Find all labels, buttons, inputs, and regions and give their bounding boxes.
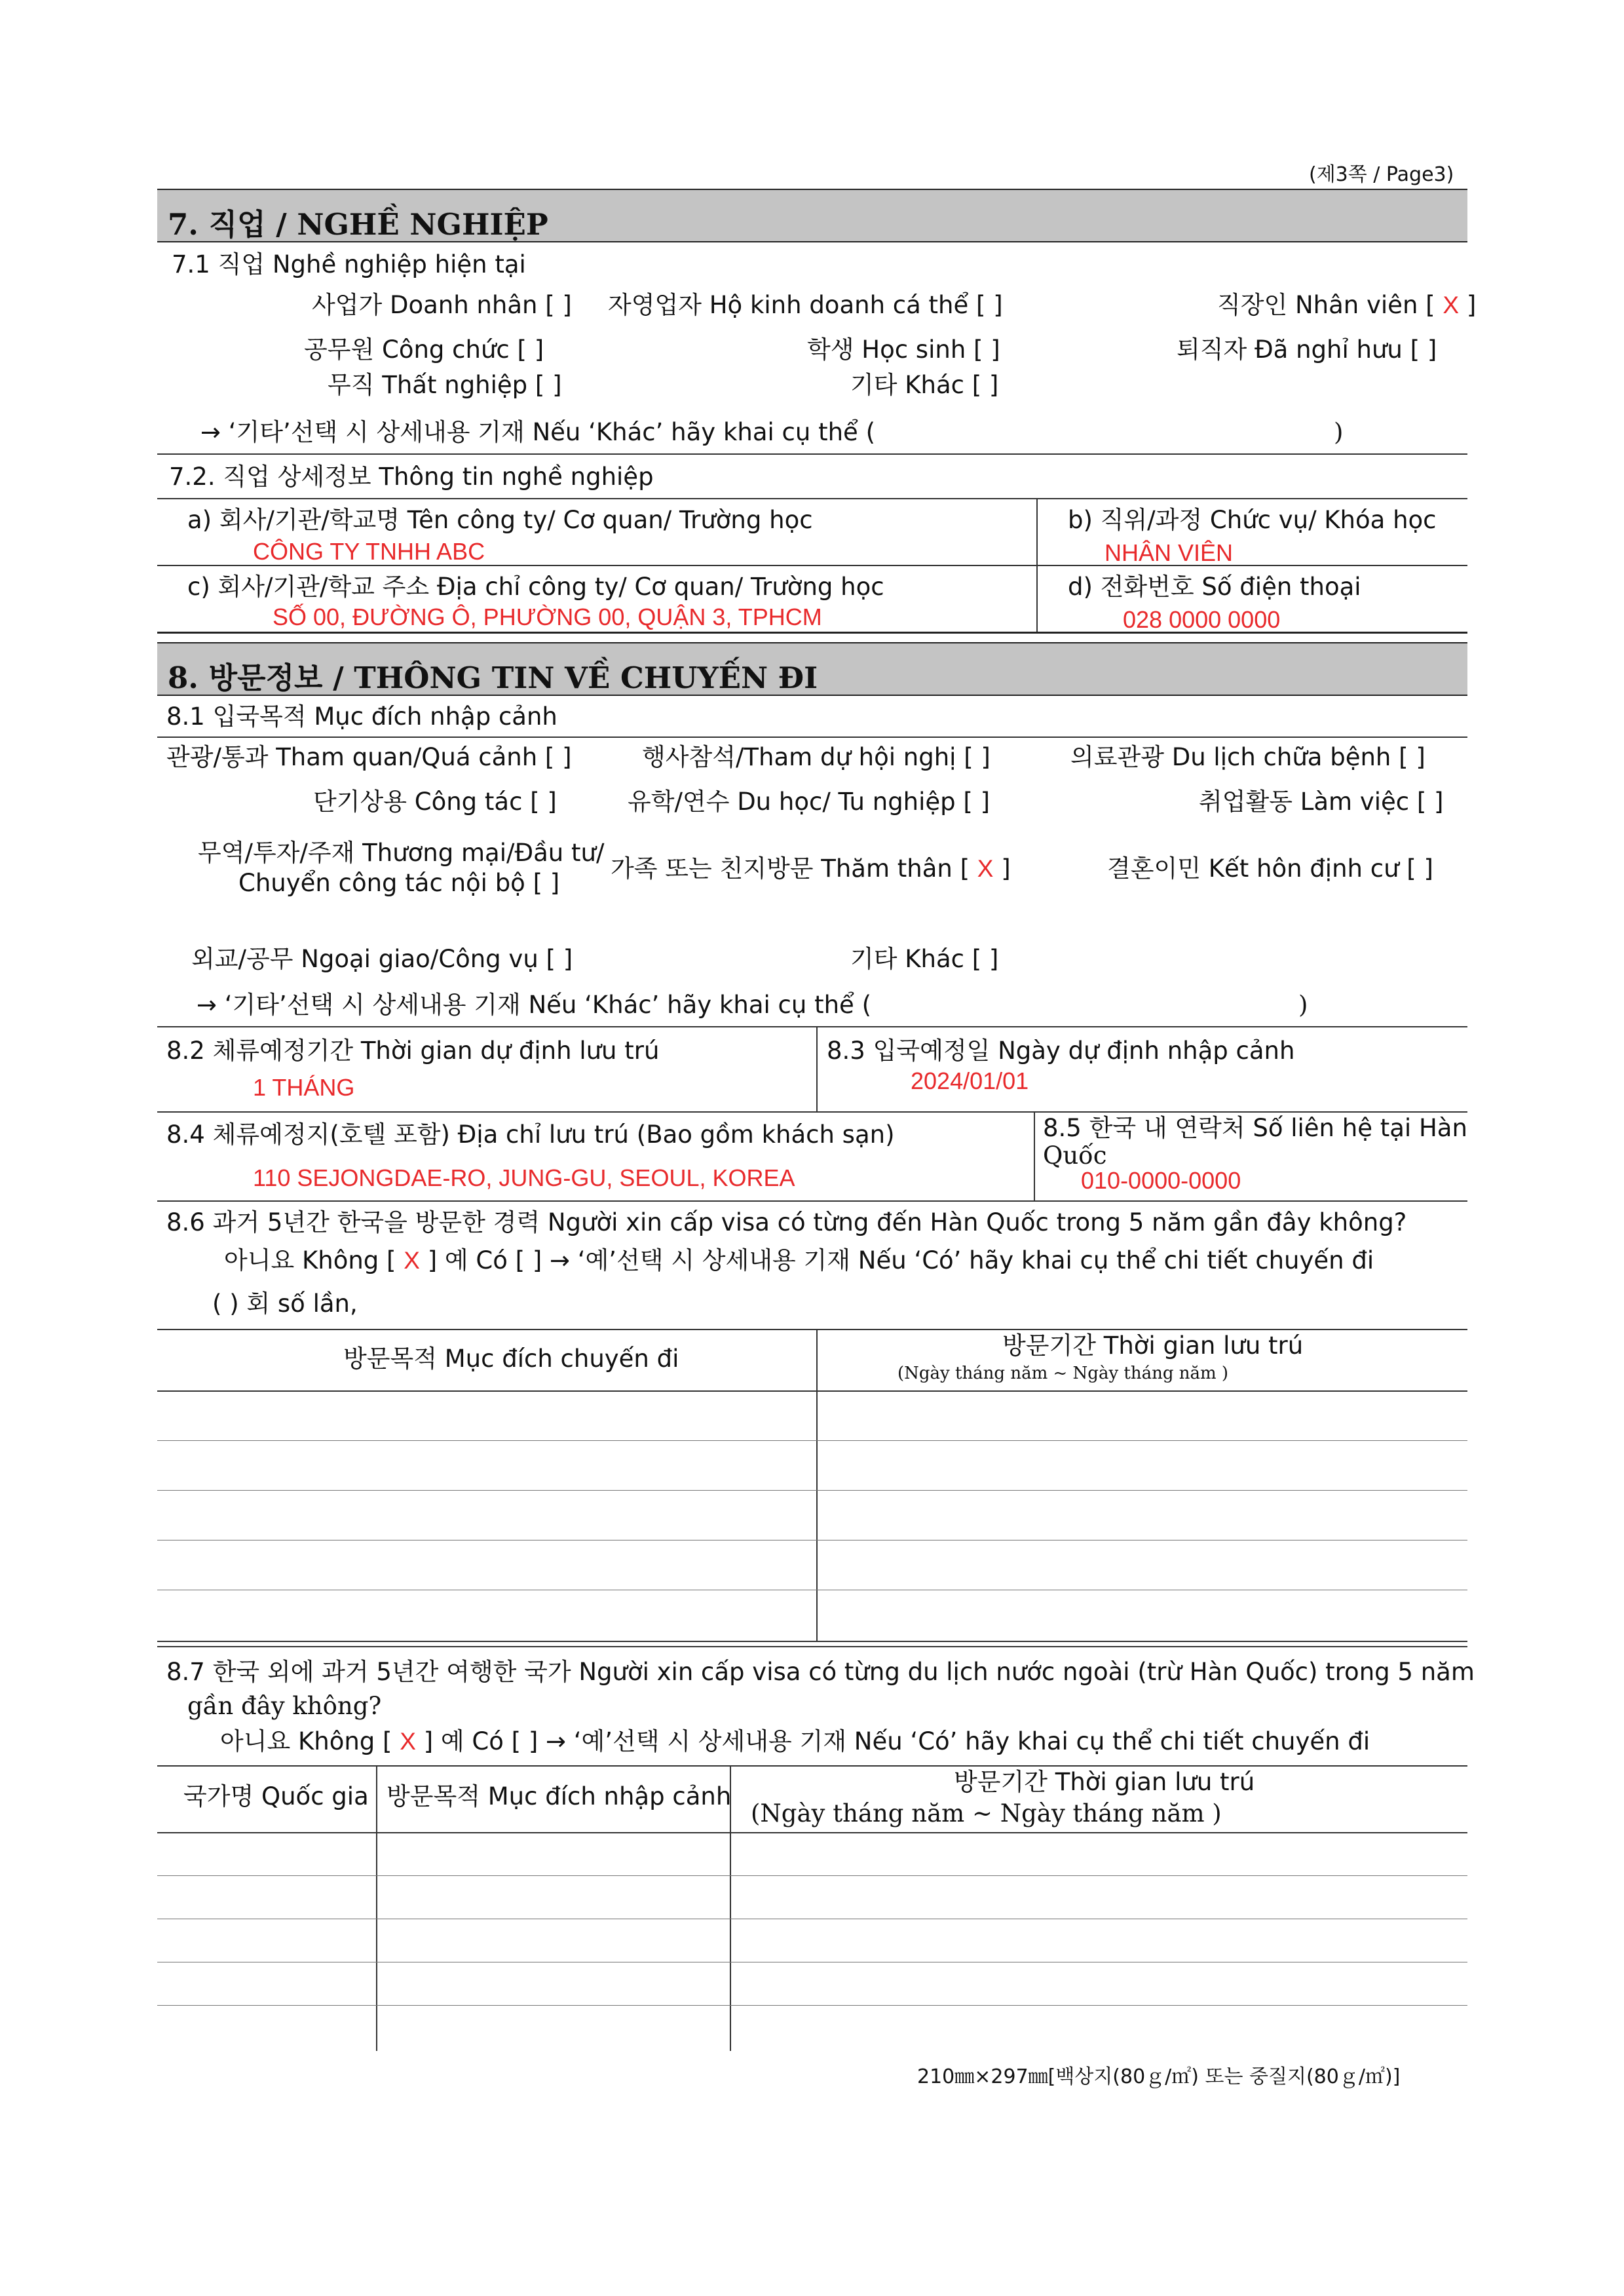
q71-label: 7.1 직업 Nghề nghiệp hiện tại xyxy=(172,250,526,278)
q82-label: 8.2 체류예정기간 Thời gian dự định lưu trú xyxy=(166,1037,660,1065)
purpose-medical: 의료관광 Du lịch chữa bệnh [ ] xyxy=(1070,743,1426,771)
q85-value: 010-0000-0000 xyxy=(1081,1167,1241,1194)
company-address-value: SỐ 00, ĐƯỜNG Ô, PHƯỜNG 00, QUẬN 3, TPHCM xyxy=(273,603,822,630)
phone-value: 028 0000 0000 xyxy=(1123,606,1281,633)
section-8-header xyxy=(157,642,1467,696)
divider xyxy=(376,1765,377,2051)
section-8-title: 8. 방문정보 / THÔNG TIN VỀ CHUYẾN ĐI xyxy=(168,660,818,695)
opt-student: 학생 Học sinh [ ] xyxy=(807,335,1000,364)
opt-other: 기타 Khác [ ] xyxy=(850,371,999,399)
q87-answer: 아니요 Không [ X ] 예 Có [ ] → ‘예’선택 시 상세내용 기재 Nếu ‘Có’ hãy khai cụ thể chi tiết chuyến đi xyxy=(220,1727,1370,1755)
opt-selfemployed: 자영업자 Hộ kinh doanh cá thể [ ] xyxy=(608,291,1003,319)
t86-col-purpose: 방문목적 Mục đích chuyến đi xyxy=(343,1345,679,1373)
purpose-marriage: 결혼이민 Kết hôn định cư [ ] xyxy=(1107,854,1433,883)
q84-value: 110 SEJONGDAE-RO, JUNG-GU, SEOUL, KOREA xyxy=(253,1164,795,1191)
purpose-business: 단기상용 Công tác [ ] xyxy=(313,788,557,816)
q85-label-line2: Quốc xyxy=(1043,1141,1107,1170)
occupation-other-note: → ‘기타’선택 시 상세내용 기재 Nếu ‘Khác’ hãy khai cụ thể ( xyxy=(200,418,876,446)
q72-label: 7.2. 직업 상세정보 Thông tin nghề nghiệp xyxy=(169,463,654,491)
t86-col-period-sub: (Ngày tháng năm ~ Ngày tháng năm ) xyxy=(897,1364,1229,1383)
q87-question-line2: gần đây không? xyxy=(187,1692,382,1720)
t87-col-country: 국가명 Quốc gia xyxy=(183,1782,369,1810)
divider xyxy=(157,1200,1467,1202)
opt-business: 사업가 Doanh nhân [ ] xyxy=(312,291,572,319)
table-row-line xyxy=(157,1490,1467,1491)
position-value: NHÂN VIÊN xyxy=(1105,539,1234,566)
t86-col-period: 방문기간 Thời gian lưu trú xyxy=(1002,1331,1304,1360)
company-name-label: a) 회사/기관/학교명 Tên công ty/ Cơ quan/ Trường học xyxy=(187,506,813,534)
purpose-other: 기타 Khác [ ] xyxy=(850,945,999,973)
q81-label: 8.1 입국목적 Mục đích nhập cảnh xyxy=(166,702,557,731)
purpose-other-note: → ‘기타’선택 시 상세내용 기재 Nếu ‘Khác’ hãy khai cụ thể ( xyxy=(197,991,872,1019)
opt-retired: 퇴직자 Đã nghỉ hưu [ ] xyxy=(1177,335,1437,364)
phone-label: d) 전화번호 Số điện thoại xyxy=(1068,573,1361,601)
employee-check-mark: X xyxy=(1443,292,1460,318)
q84-label: 8.4 체류예정지(호텔 포함) Địa chỉ lưu trú (Bao gồm khách sạn) xyxy=(166,1120,895,1149)
table-row-line xyxy=(157,2005,1467,2006)
divider xyxy=(157,1646,1467,1647)
divider xyxy=(157,632,1467,634)
purpose-diplomat: 외교/공무 Ngoại giao/Công vụ [ ] xyxy=(191,945,573,973)
q82-value: 1 THÁNG xyxy=(253,1074,355,1101)
position-label: b) 직위/과정 Chức vụ/ Khóa học xyxy=(1068,506,1437,534)
company-name-value: CÔNG TY TNHH ABC xyxy=(253,538,485,565)
table-87-top xyxy=(157,1765,1467,1767)
table-row-line xyxy=(157,1440,1467,1441)
page-label: (제3쪽 / Page3) xyxy=(1309,163,1454,186)
divider xyxy=(157,498,1467,499)
opt-employee: 직장인 Nhân viên [ X ] xyxy=(1217,291,1477,319)
divider xyxy=(157,1111,1467,1113)
table-row-line xyxy=(157,1390,1467,1392)
divider xyxy=(157,453,1467,455)
divider xyxy=(816,1329,818,1642)
t87-col-period: 방문기간 Thời gian lưu trú xyxy=(954,1768,1255,1796)
divider xyxy=(157,1026,1467,1027)
q83-label: 8.3 입국예정일 Ngày dự định nhập cảnh xyxy=(827,1037,1295,1065)
opt-civil: 공무원 Công chức [ ] xyxy=(304,335,544,364)
t87-col-purpose: 방문목적 Mục đích nhập cảnh xyxy=(387,1782,732,1810)
table-86-bottom xyxy=(157,1641,1467,1642)
section-7-title: 7. 직업 / NGHỀ NGHIỆP xyxy=(168,207,548,242)
opt-unemployed: 무직 Thất nghiệp [ ] xyxy=(328,371,562,399)
divider xyxy=(1034,1111,1035,1200)
company-address-label: c) 회사/기관/학교 주소 Địa chỉ công ty/ Cơ quan/ Trường học xyxy=(187,573,884,601)
purpose-conference: 행사참석/Tham dự hội nghị [ ] xyxy=(642,743,991,771)
table-row-line xyxy=(157,1832,1467,1833)
family-check-mark: X xyxy=(977,855,994,882)
paper-spec-footer: 210㎜×297㎜[백상지(80ｇ/㎡) 또는 중질지(80ｇ/㎡)] xyxy=(917,2065,1401,2088)
divider xyxy=(157,737,1467,738)
q86-count: ( ) 회 số lần, xyxy=(212,1290,358,1318)
purpose-other-note-close: ) xyxy=(1298,991,1308,1019)
q87-question-line1: 8.7 한국 외에 과거 5년간 여행한 국가 Người xin cấp visa có từng du lịch nước ngoài (trừ Hàn Quốc) trong 5 năm xyxy=(166,1658,1475,1686)
purpose-trade-line2: Chuyển công tác nội bộ [ ] xyxy=(238,869,560,897)
q83-value: 2024/01/01 xyxy=(911,1067,1029,1094)
q86-answer: 아니요 Không [ X ] 예 Có [ ] → ‘예’선택 시 상세내용 기재 Nếu ‘Có’ hãy khai cụ thể chi tiết chuyến đi xyxy=(224,1246,1374,1274)
purpose-trade-line1: 무역/투자/주재 Thương mại/Đầu tư/ xyxy=(198,839,605,867)
purpose-family: 가족 또는 친지방문 Thăm thân [ X ] xyxy=(611,854,1011,883)
q85-label-line1: 8.5 한국 내 연락처 Số liên hệ tại Hàn xyxy=(1043,1114,1467,1142)
table-row-line xyxy=(157,1875,1467,1876)
purpose-tour: 관광/통과 Tham quan/Quá cảnh [ ] xyxy=(166,743,572,771)
table-86-top xyxy=(157,1329,1467,1330)
section-7-header xyxy=(157,189,1467,242)
q87-check-mark: X xyxy=(400,1728,416,1755)
q86-check-mark: X xyxy=(404,1247,420,1274)
t87-col-period-sub: (Ngày tháng năm ~ Ngày tháng năm ) xyxy=(751,1799,1222,1827)
occupation-other-note-close: ) xyxy=(1334,418,1344,446)
purpose-study: 유학/연수 Du học/ Tu nghiệp [ ] xyxy=(628,788,991,816)
purpose-work: 취업활동 Làm việc [ ] xyxy=(1199,788,1444,816)
divider xyxy=(816,1026,818,1111)
divider xyxy=(730,1765,731,2051)
q86-question: 8.6 과거 5년간 한국을 방문한 경력 Người xin cấp visa có từng đến Hàn Quốc trong 5 năm gần đây không? xyxy=(166,1208,1407,1236)
divider xyxy=(157,565,1467,566)
